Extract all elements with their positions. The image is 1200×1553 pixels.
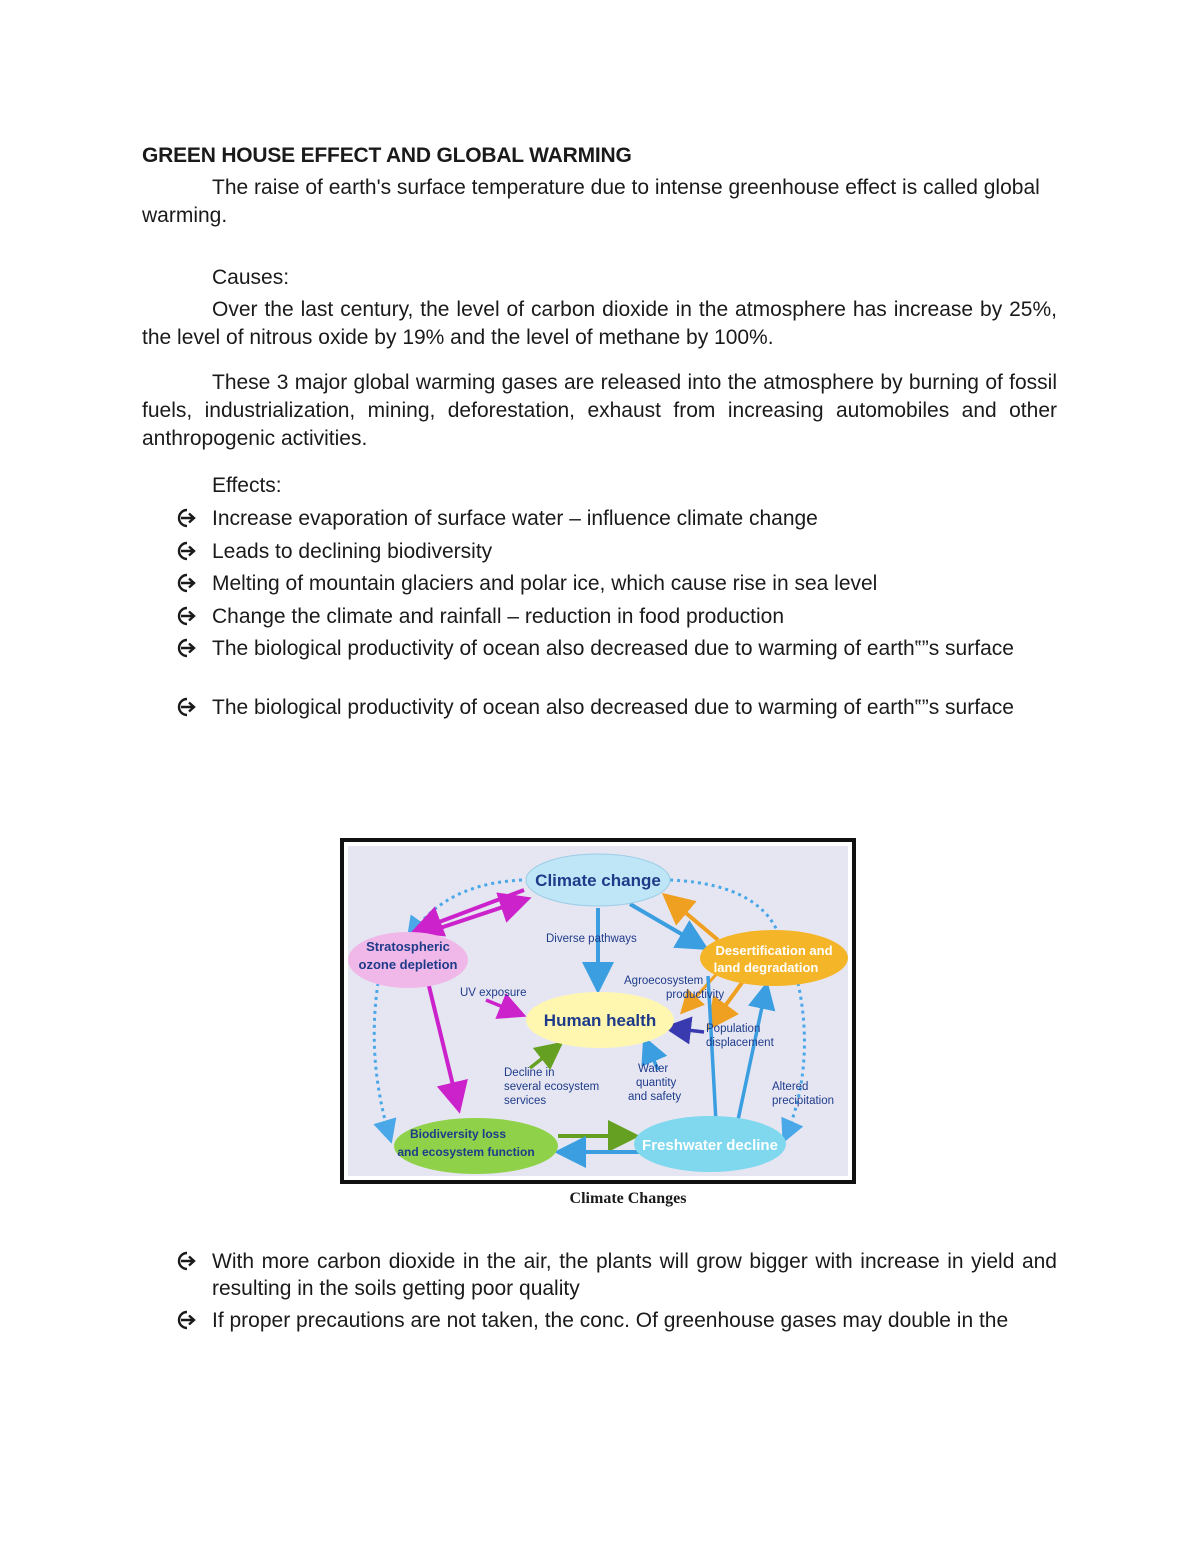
after-effect-bullet <box>176 1248 1057 1302</box>
water-label-line2: quantity <box>636 1077 677 1089</box>
population-label-line2: displacement <box>706 1037 774 1049</box>
agro-label-line1: Agroecosystem <box>624 975 704 987</box>
figure-caption: Climate Changes <box>569 1190 687 1207</box>
causes-paragraph-2: These 3 major global warming gases are released into the atmosphere by burning of fossil fuels, industrialization, mining, deforestation, exhaust from increasing automobiles and other anthropogenic activities. <box>142 371 1057 450</box>
causes-heading: Causes: <box>212 266 290 289</box>
water-label-line1: Water <box>638 1063 669 1075</box>
climate-change-label: Climate change <box>535 871 661 890</box>
arrow-bullet-icon <box>176 696 198 718</box>
altered-label-line2: precipitation <box>772 1095 835 1107</box>
ozone-label-line1: Stratospheric <box>366 939 450 954</box>
desertification-node <box>700 930 848 986</box>
effect-bullet <box>176 635 1057 662</box>
water-label-line3: and safety <box>628 1091 682 1103</box>
after-effect-text: With more carbon dioxide in the air, the plants will grow bigger with increase in yield and resulting in the soils getting poor quality <box>212 1250 1057 1300</box>
climate-change-diagram <box>340 838 856 1184</box>
effect-bullet <box>176 505 1057 532</box>
agro-label-line2: productivity <box>666 989 725 1001</box>
effect-bullet <box>176 570 1057 597</box>
biodiversity-label-line2: and ecosystem function <box>397 1145 535 1159</box>
human-health-label: Human health <box>543 1011 657 1030</box>
population-label-line1: Population <box>706 1023 761 1035</box>
causes-paragraph-1: Over the last century, the level of carbon dioxide in the atmosphere has increase by 25%, the level of nitrous oxide by 19% and the level of methane by 100%. <box>142 298 1057 349</box>
effect-bullet <box>176 603 1057 630</box>
effect-text: The biological productivity of ocean also decreased due to warming of earth‟”s surface <box>212 637 1014 660</box>
effect-text: Increase evaporation of surface water – influence climate change <box>212 507 818 530</box>
arrow-bullet-icon <box>176 572 198 594</box>
altered-label-line1: Altered <box>772 1081 809 1093</box>
decline-label-line3: services <box>504 1095 547 1107</box>
arrow-bullet-icon <box>176 605 198 627</box>
arrow-bullet-icon <box>176 637 198 659</box>
arrow-bullet-icon <box>176 540 198 562</box>
diverse-pathways-label: Diverse pathways <box>546 933 637 945</box>
uv-exposure-label: UV exposure <box>460 987 527 999</box>
decline-label-line1: Decline in <box>504 1067 555 1079</box>
decline-label-line2: several ecosystem <box>504 1081 600 1093</box>
desert-label-line2: land degradation <box>713 960 819 975</box>
after-effect-bullet <box>176 1307 1057 1334</box>
effect-bullet <box>176 694 1057 721</box>
effect-text: The biological productivity of ocean also decreased due to warming of earth‟”s surface <box>212 696 1014 719</box>
page-title: GREEN HOUSE EFFECT AND GLOBAL WARMING <box>142 144 632 167</box>
freshwater-label: Freshwater decline <box>642 1137 778 1154</box>
arrow-bullet-icon <box>176 1309 198 1331</box>
after-effect-text: If proper precautions are not taken, the conc. Of greenhouse gases may double in the <box>212 1309 1009 1332</box>
intro-paragraph: The raise of earth's surface temperature due to intense greenhouse effect is called global warming. <box>142 176 1040 227</box>
effect-text: Leads to declining biodiversity <box>212 540 493 563</box>
biodiversity-label-line1: Biodiversity loss <box>409 1127 507 1141</box>
desert-label-line1: Desertification and <box>715 943 833 958</box>
arrow-bullet-icon <box>176 507 198 529</box>
effect-text: Melting of mountain glaciers and polar ice, which cause rise in sea level <box>212 572 878 595</box>
effects-heading: Effects: <box>212 474 282 497</box>
effect-text: Change the climate and rainfall – reduction in food production <box>212 605 785 628</box>
ozone-label-line2: ozone depletion <box>358 957 458 972</box>
effect-bullet <box>176 538 1057 565</box>
arrow-bullet-icon <box>176 1250 198 1272</box>
